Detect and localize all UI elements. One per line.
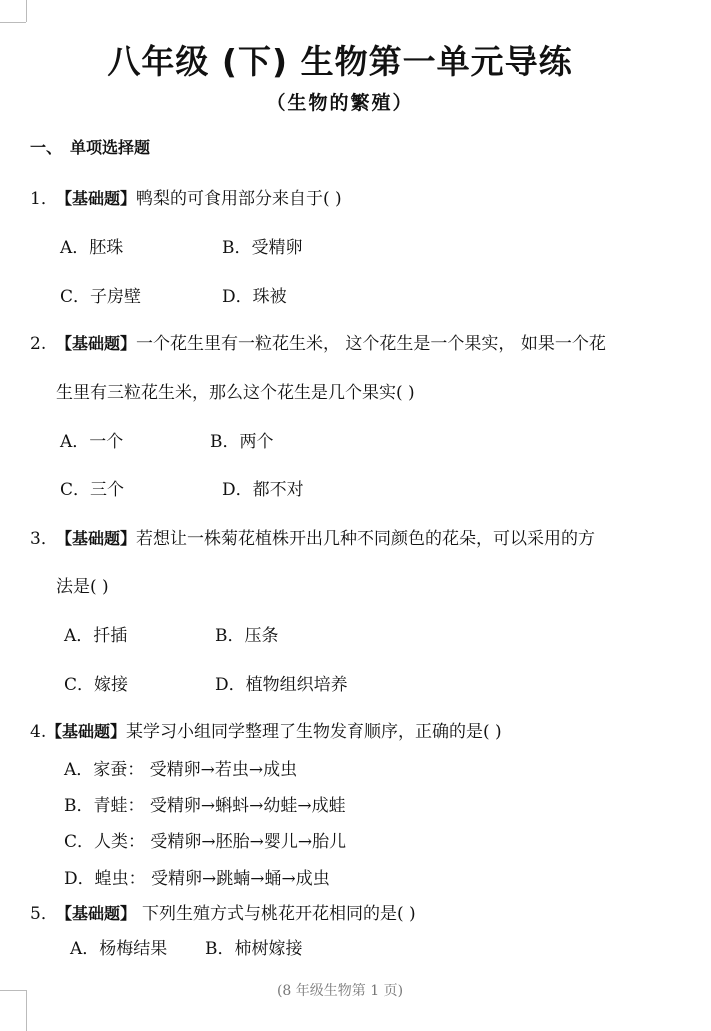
question-number: 3． (30, 529, 58, 549)
section-heading (30, 135, 150, 158)
crop-mark-top-left-h (0, 22, 26, 23)
option-c: C．三个 (60, 480, 125, 500)
option-d: D．珠被 (222, 287, 287, 307)
option-c: C．人类： 受精卵→胚胎→婴儿→胎儿 (64, 832, 347, 852)
section-label: 单项选择题 (70, 138, 151, 157)
question-text-continued: 生里有三粒花生米，那么这个花生是几个果实( ) (56, 383, 415, 403)
option-a: A．杨梅结果 (70, 939, 168, 959)
question-text: 若想让一株菊花植株开出几种不同颜色的花朵，可以采用的方 (136, 529, 596, 549)
question-tag: 【基础题】 (56, 904, 137, 923)
question-text: 一个花生里有一粒花生米， 这个花生是一个果实， 如果一个花 (136, 334, 606, 354)
question-tag: 【基础题】 (56, 529, 137, 548)
question-1 (30, 184, 342, 209)
option-b: B．压条 (215, 626, 279, 646)
question-4 (30, 717, 502, 742)
question-tag: 【基础题】 (46, 722, 127, 741)
question-number: 4. (30, 722, 47, 742)
question-3 (30, 524, 595, 549)
question-5 (30, 899, 416, 924)
option-a: A．一个 (60, 432, 124, 452)
section-number: 一、 (30, 138, 63, 157)
option-d: D．都不对 (222, 480, 304, 500)
question-tag: 【基础题】 (56, 189, 137, 208)
question-2 (30, 329, 606, 354)
option-d: D．蝗虫： 受精卵→跳蝻→蛹→成虫 (64, 869, 330, 889)
question-tag: 【基础题】 (56, 334, 137, 353)
option-c: C．子房壁 (60, 287, 142, 307)
question-text: 下列生殖方式与桃花开花相同的是( ) (142, 904, 416, 924)
option-a: A．家蚕： 受精卵→若虫→成虫 (64, 760, 298, 780)
question-text-continued: 法是( ) (56, 577, 109, 597)
option-b: B．受精卵 (222, 238, 303, 258)
option-b: B．柿树嫁接 (205, 939, 303, 959)
crop-mark-top-left (26, 0, 27, 22)
question-text: 鸭梨的可食用部分来自于( ) (136, 189, 342, 209)
option-a: A．胚珠 (60, 238, 124, 258)
question-number: 1． (30, 189, 58, 209)
option-b: B．两个 (210, 432, 274, 452)
question-number: 2. (30, 334, 47, 354)
option-c: C．嫁接 (64, 675, 129, 695)
document-subtitle: （生物的繁殖） (266, 92, 414, 114)
question-number: 5． (30, 904, 58, 924)
page-footer: (8 年级生物第 1 页) (276, 983, 404, 999)
question-text: 某学习小组同学整理了生物发育顺序，正确的是( ) (126, 722, 502, 742)
option-a: A．扦插 (64, 626, 128, 646)
option-d: D．植物组织培养 (215, 675, 348, 695)
document-title: 八年级 (下) 生物第一单元导练 (107, 42, 573, 81)
option-b: B．青蛙： 受精卵→蝌蚪→幼蛙→成蛙 (64, 796, 346, 816)
